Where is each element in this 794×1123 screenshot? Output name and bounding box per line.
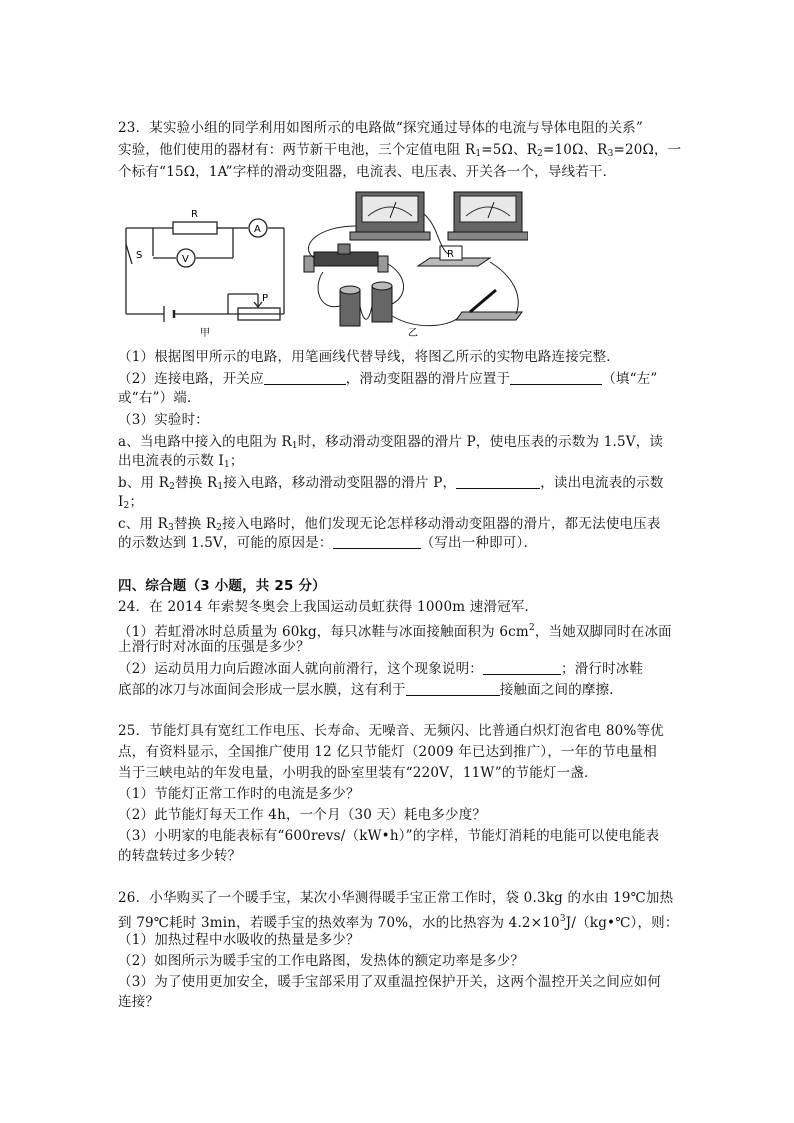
- q25-line-1: 25．节能灯具有宽红工作电压、长寿命、无噪音、无频闪、比普通白炽灯泡省电 80%等优: [118, 723, 664, 739]
- q24-line-1: 24．在 2014 年索契冬奥会上我国运动员虹获得 1000m 速滑冠军．: [118, 599, 539, 615]
- q26-line-4: （2）如图所示为暖手宝的工作电路图，发热体的额定功率是多少？: [118, 953, 525, 969]
- q23-part1: （1）根据图甲所示的电路，用笔画线代替导线，将图乙所示的实物电路连接完整．: [118, 349, 620, 365]
- q25-line-4: （1）节能灯正常工作时的电流是多少？: [118, 786, 360, 802]
- q23-part2-cont: 或“右”）端．: [118, 390, 201, 406]
- label-ammeter-a: A: [254, 224, 261, 235]
- physical-circuit-yi: [304, 192, 528, 326]
- q26-line-5: （3）为了使用更加安全，暖手宝部采用了双重温控保护开关，这两个温控开关之间应如何: [118, 974, 662, 990]
- label-jia: 甲: [200, 328, 210, 339]
- q23-step-b: b、用 $R_2$替换 $R_1$接入电路，移动滑动变阻器的滑片 P， ，读出电流表的示数: [118, 475, 664, 492]
- q23-step-b-cont: $I_2$；: [118, 494, 144, 511]
- q25-line-5: （2）此节能灯每天工作 4h，一个月（30 天）耗电多少度？: [118, 807, 487, 823]
- answer-blank[interactable]: [483, 660, 561, 675]
- q23-step-a-cont: 出电流表的示数 $I_1$；: [118, 453, 244, 470]
- q23-step-c-cont: 的示数达到 1.5V，可能的原因是： （写出一种即可）．: [118, 535, 538, 551]
- q24-line-3: 上滑行时对冰面的压强是多少？: [118, 639, 310, 655]
- label-slider-p: P: [262, 293, 269, 304]
- q26-line-1: 26．小华购买了一个暖手宝，某次小华测得暖手宝正常工作时，袋 0.3kg 的水由 19℃加热: [118, 890, 674, 906]
- label-resistor-r: R: [447, 249, 454, 260]
- q25-line-2: 点，有资料显示，全国推广使用 12 亿只节能灯（2009 年已达到推广），一年的节电量相: [118, 744, 657, 760]
- answer-blank[interactable]: [510, 370, 602, 385]
- q23-part3: （3）实验时：: [118, 412, 209, 428]
- label-voltmeter-v: V: [182, 254, 189, 265]
- q23-line-2: 实验，他们使用的器材有：两节新干电池，三个定值电阻 $R_1=5\Omega$、$R_2=10\Omega$、$R_3=20\Omega$，一: [118, 142, 682, 159]
- label-r: R: [191, 209, 198, 220]
- q24-line-4: （2）运动员用力向后蹬冰面人就向前滑行，这个现象说明： ；滑行时冰鞋: [118, 661, 644, 677]
- q24-line-5: 底部的冰刀与冰面间会形成一层水膜，这有利于 接触面之间的摩擦．: [118, 682, 624, 698]
- circuit-figure: [118, 186, 528, 341]
- q23-step-c: c、用 $R_3$替换 $R_2$接入电路时，他们发现无论怎样移动滑动变阻器的滑片，都无法使电压表: [118, 516, 661, 533]
- q23-part2: （2）连接电路，开关应 ，滑动变阻器的滑片应置于 （填“左”: [118, 371, 658, 387]
- q26-line-2: 到 79℃耗时 3min，若暖手宝的热效率为 70%，水的比热容为 $4.2\times 10^3J/(kg•℃)$，则：: [118, 914, 679, 931]
- q25-line-7: 的转盘转过多少转？: [118, 848, 242, 864]
- label-switch-s: S: [136, 250, 143, 261]
- q23-line-1: 23．某实验小组的同学利用如图所示的电路做“探究通过导体的电流与导体电阻的关系”: [118, 120, 643, 136]
- q23-step-a: a、当电路中接入的电阻为 $R_1$时，移动滑动变阻器的滑片 P，使电压表的示数为 1.5V，读: [118, 434, 664, 451]
- label-yi: 乙: [408, 328, 418, 339]
- answer-blank[interactable]: [333, 534, 421, 549]
- answer-blank[interactable]: [264, 370, 346, 385]
- answer-blank[interactable]: [406, 681, 500, 696]
- q25-line-3: 当于三峡电站的年发电量，小明我的卧室里装有“220V，11W”的节能灯一盏．: [118, 765, 598, 781]
- q25-line-6: （3）小明家的电能表标有“600revs/（kW•h）”的字样，节能灯消耗的电能可以使电能表: [118, 828, 660, 844]
- q24-line-2: （1）若虹滑冰时总质量为 60kg，每只冰鞋与冰面接触面积为 $6cm^2$，当她双脚同时在冰面: [118, 623, 672, 640]
- section-heading: 四、综合题（3 小题，共 25 分）: [118, 578, 326, 594]
- q26-line-3: （1）加热过程中水吸收的热量是多少？: [118, 932, 360, 948]
- q23-line-3: 个标有“15Ω，1A”字样的滑动变阻器，电流表、电压表、开关各一个，导线若干．: [118, 164, 617, 180]
- q26-line-6: 连接？: [118, 994, 160, 1010]
- answer-blank[interactable]: [456, 474, 540, 489]
